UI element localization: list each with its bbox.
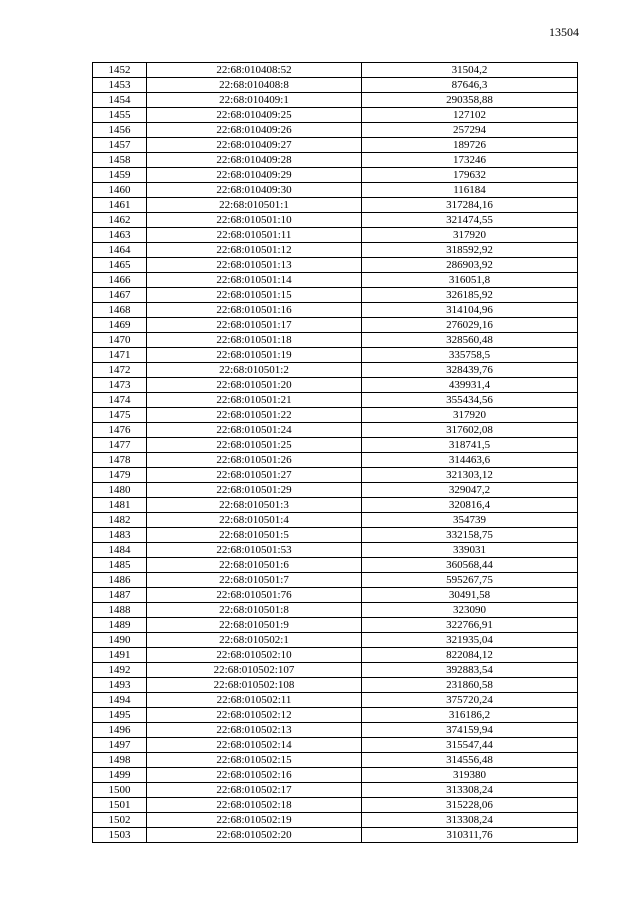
table-row [93, 198, 578, 213]
row-number-cell: 1483 [93, 528, 147, 543]
row-number-cell: 1489 [93, 618, 147, 633]
table-row [93, 438, 578, 453]
cadastral-number-cell: 22:68:010501:6 [147, 558, 362, 573]
cadastral-number-cell: 22:68:010408:52 [147, 63, 362, 78]
table-row [93, 393, 578, 408]
row-number-cell: 1496 [93, 723, 147, 738]
table-row [93, 603, 578, 618]
cadastral-number-cell: 22:68:010502:11 [147, 693, 362, 708]
row-number-cell: 1454 [93, 93, 147, 108]
cadastral-number-cell: 22:68:010501:22 [147, 408, 362, 423]
cadastral-number-cell: 22:68:010502:17 [147, 783, 362, 798]
cadastral-number-cell: 22:68:010501:13 [147, 258, 362, 273]
row-number-cell: 1452 [93, 63, 147, 78]
table-row [93, 573, 578, 588]
table-row [93, 453, 578, 468]
row-number-cell: 1485 [93, 558, 147, 573]
cadastral-number-cell: 22:68:010501:27 [147, 468, 362, 483]
row-number-cell: 1472 [93, 363, 147, 378]
value-cell: 31504,2 [362, 63, 578, 78]
cadastral-number-cell: 22:68:010502:12 [147, 708, 362, 723]
cadastral-number-cell: 22:68:010501:25 [147, 438, 362, 453]
value-cell: 310311,76 [362, 828, 578, 843]
value-cell: 116184 [362, 183, 578, 198]
table-row [93, 348, 578, 363]
cadastral-number-cell: 22:68:010501:3 [147, 498, 362, 513]
cadastral-number-cell: 22:68:010501:24 [147, 423, 362, 438]
table-row [93, 273, 578, 288]
row-number-cell: 1461 [93, 198, 147, 213]
table-row [93, 138, 578, 153]
row-number-cell: 1463 [93, 228, 147, 243]
table-row [93, 153, 578, 168]
row-number-cell: 1488 [93, 603, 147, 618]
row-number-cell: 1486 [93, 573, 147, 588]
row-number-cell: 1503 [93, 828, 147, 843]
row-number-cell: 1491 [93, 648, 147, 663]
row-number-cell: 1495 [93, 708, 147, 723]
table-row [93, 483, 578, 498]
cadastral-number-cell: 22:68:010501:2 [147, 363, 362, 378]
cadastral-number-cell: 22:68:010502:20 [147, 828, 362, 843]
value-cell: 317920 [362, 228, 578, 243]
cadastral-number-cell: 22:68:010501:19 [147, 348, 362, 363]
table-row [93, 363, 578, 378]
row-number-cell: 1459 [93, 168, 147, 183]
value-cell: 375720,24 [362, 693, 578, 708]
table-row [93, 183, 578, 198]
cadastral-number-cell: 22:68:010501:14 [147, 273, 362, 288]
row-number-cell: 1466 [93, 273, 147, 288]
value-cell: 329047,2 [362, 483, 578, 498]
value-cell: 314463,6 [362, 453, 578, 468]
value-cell: 355434,56 [362, 393, 578, 408]
cadastral-number-cell: 22:68:010409:28 [147, 153, 362, 168]
value-cell: 321303,12 [362, 468, 578, 483]
row-number-cell: 1493 [93, 678, 147, 693]
row-number-cell: 1487 [93, 588, 147, 603]
table-row [93, 708, 578, 723]
cadastral-number-cell: 22:68:010501:21 [147, 393, 362, 408]
value-cell: 328439,76 [362, 363, 578, 378]
cadastral-number-cell: 22:68:010409:26 [147, 123, 362, 138]
cadastral-number-cell: 22:68:010409:29 [147, 168, 362, 183]
value-cell: 332158,75 [362, 528, 578, 543]
row-number-cell: 1497 [93, 738, 147, 753]
row-number-cell: 1502 [93, 813, 147, 828]
table-row [93, 738, 578, 753]
table-body [93, 63, 578, 843]
cadastral-number-cell: 22:68:010502:15 [147, 753, 362, 768]
row-number-cell: 1481 [93, 498, 147, 513]
page-number: 13504 [549, 25, 579, 39]
table-row [93, 588, 578, 603]
cadastral-number-cell: 22:68:010502:14 [147, 738, 362, 753]
value-cell: 314104,96 [362, 303, 578, 318]
value-cell: 317920 [362, 408, 578, 423]
table-row [93, 108, 578, 123]
cadastral-number-cell: 22:68:010409:27 [147, 138, 362, 153]
table-row [93, 813, 578, 828]
value-cell: 318741,5 [362, 438, 578, 453]
row-number-cell: 1471 [93, 348, 147, 363]
cadastral-number-cell: 22:68:010502:107 [147, 663, 362, 678]
cadastral-number-cell: 22:68:010501:53 [147, 543, 362, 558]
cadastral-number-cell: 22:68:010502:19 [147, 813, 362, 828]
value-cell: 328560,48 [362, 333, 578, 348]
cadastral-number-cell: 22:68:010409:1 [147, 93, 362, 108]
cadastral-number-cell: 22:68:010501:9 [147, 618, 362, 633]
value-cell: 374159,94 [362, 723, 578, 738]
table-row [93, 543, 578, 558]
table-row [93, 168, 578, 183]
value-cell: 318592,92 [362, 243, 578, 258]
value-cell: 314556,48 [362, 753, 578, 768]
row-number-cell: 1482 [93, 513, 147, 528]
cadastral-number-cell: 22:68:010502:108 [147, 678, 362, 693]
table-row [93, 333, 578, 348]
cadastral-number-cell: 22:68:010502:10 [147, 648, 362, 663]
cadastral-number-cell: 22:68:010409:25 [147, 108, 362, 123]
row-number-cell: 1500 [93, 783, 147, 798]
value-cell: 87646,3 [362, 78, 578, 93]
row-number-cell: 1467 [93, 288, 147, 303]
cadastral-number-cell: 22:68:010501:11 [147, 228, 362, 243]
row-number-cell: 1492 [93, 663, 147, 678]
value-cell: 313308,24 [362, 783, 578, 798]
row-number-cell: 1470 [93, 333, 147, 348]
value-cell: 315228,06 [362, 798, 578, 813]
value-cell: 339031 [362, 543, 578, 558]
row-number-cell: 1480 [93, 483, 147, 498]
table-row [93, 318, 578, 333]
value-cell: 30491,58 [362, 588, 578, 603]
table-row [93, 528, 578, 543]
value-cell: 286903,92 [362, 258, 578, 273]
table-row [93, 558, 578, 573]
table-row [93, 408, 578, 423]
value-cell: 392883,54 [362, 663, 578, 678]
row-number-cell: 1494 [93, 693, 147, 708]
value-cell: 317602,08 [362, 423, 578, 438]
value-cell: 127102 [362, 108, 578, 123]
cadastral-number-cell: 22:68:010501:8 [147, 603, 362, 618]
value-cell: 315547,44 [362, 738, 578, 753]
value-cell: 321474,55 [362, 213, 578, 228]
value-cell: 822084,12 [362, 648, 578, 663]
value-cell: 179632 [362, 168, 578, 183]
value-cell: 316051,8 [362, 273, 578, 288]
table-row [93, 123, 578, 138]
cadastral-number-cell: 22:68:010501:17 [147, 318, 362, 333]
cadastral-number-cell: 22:68:010502:18 [147, 798, 362, 813]
value-cell: 322766,91 [362, 618, 578, 633]
cadastral-number-cell: 22:68:010501:16 [147, 303, 362, 318]
row-number-cell: 1458 [93, 153, 147, 168]
table-row [93, 753, 578, 768]
row-number-cell: 1474 [93, 393, 147, 408]
table-row [93, 693, 578, 708]
table-row [93, 633, 578, 648]
value-cell: 231860,58 [362, 678, 578, 693]
value-cell: 313308,24 [362, 813, 578, 828]
cadastral-number-cell: 22:68:010502:1 [147, 633, 362, 648]
value-cell: 323090 [362, 603, 578, 618]
table-row [93, 798, 578, 813]
value-cell: 316186,2 [362, 708, 578, 723]
table-row [93, 468, 578, 483]
table-row [93, 648, 578, 663]
cadastral-number-cell: 22:68:010409:30 [147, 183, 362, 198]
cadastral-number-cell: 22:68:010501:20 [147, 378, 362, 393]
cadastral-number-cell: 22:68:010502:16 [147, 768, 362, 783]
table-row [93, 243, 578, 258]
cadastral-number-cell: 22:68:010501:12 [147, 243, 362, 258]
table-row [93, 513, 578, 528]
value-cell: 257294 [362, 123, 578, 138]
row-number-cell: 1476 [93, 423, 147, 438]
row-number-cell: 1473 [93, 378, 147, 393]
value-cell: 317284,16 [362, 198, 578, 213]
table-row [93, 303, 578, 318]
row-number-cell: 1465 [93, 258, 147, 273]
value-cell: 335758,5 [362, 348, 578, 363]
table-row [93, 768, 578, 783]
value-cell: 290358,88 [362, 93, 578, 108]
table-row [93, 828, 578, 843]
cadastral-number-cell: 22:68:010501:29 [147, 483, 362, 498]
table-row [93, 783, 578, 798]
table-row [93, 618, 578, 633]
value-cell: 326185,92 [362, 288, 578, 303]
row-number-cell: 1453 [93, 78, 147, 93]
table-row [93, 78, 578, 93]
table-row [93, 498, 578, 513]
value-cell: 439931,4 [362, 378, 578, 393]
value-cell: 360568,44 [362, 558, 578, 573]
row-number-cell: 1478 [93, 453, 147, 468]
row-number-cell: 1457 [93, 138, 147, 153]
cadastral-number-cell: 22:68:010501:26 [147, 453, 362, 468]
table-row [93, 423, 578, 438]
table-row [93, 678, 578, 693]
table-row [93, 663, 578, 678]
cadastral-number-cell: 22:68:010502:13 [147, 723, 362, 738]
row-number-cell: 1490 [93, 633, 147, 648]
row-number-cell: 1501 [93, 798, 147, 813]
cadastral-number-cell: 22:68:010501:15 [147, 288, 362, 303]
value-cell: 319380 [362, 768, 578, 783]
row-number-cell: 1456 [93, 123, 147, 138]
row-number-cell: 1464 [93, 243, 147, 258]
table-row [93, 63, 578, 78]
value-cell: 354739 [362, 513, 578, 528]
cadastral-number-cell: 22:68:010501:4 [147, 513, 362, 528]
row-number-cell: 1455 [93, 108, 147, 123]
row-number-cell: 1460 [93, 183, 147, 198]
cadastral-number-cell: 22:68:010501:7 [147, 573, 362, 588]
table-row [93, 258, 578, 273]
table-row [93, 213, 578, 228]
table-row [93, 378, 578, 393]
row-number-cell: 1462 [93, 213, 147, 228]
value-cell: 595267,75 [362, 573, 578, 588]
cadastral-number-cell: 22:68:010501:76 [147, 588, 362, 603]
cadastral-number-cell: 22:68:010501:1 [147, 198, 362, 213]
value-cell: 276029,16 [362, 318, 578, 333]
cadastral-number-cell: 22:68:010501:10 [147, 213, 362, 228]
row-number-cell: 1477 [93, 438, 147, 453]
value-cell: 320816,4 [362, 498, 578, 513]
row-number-cell: 1498 [93, 753, 147, 768]
row-number-cell: 1499 [93, 768, 147, 783]
cadastral-number-cell: 22:68:010501:5 [147, 528, 362, 543]
row-number-cell: 1468 [93, 303, 147, 318]
cadastral-value-table [92, 62, 578, 843]
row-number-cell: 1475 [93, 408, 147, 423]
cadastral-number-cell: 22:68:010501:18 [147, 333, 362, 348]
table-row [93, 228, 578, 243]
cadastral-number-cell: 22:68:010408:8 [147, 78, 362, 93]
row-number-cell: 1479 [93, 468, 147, 483]
table-row [93, 723, 578, 738]
value-cell: 189726 [362, 138, 578, 153]
value-cell: 321935,04 [362, 633, 578, 648]
row-number-cell: 1484 [93, 543, 147, 558]
row-number-cell: 1469 [93, 318, 147, 333]
table-row [93, 288, 578, 303]
value-cell: 173246 [362, 153, 578, 168]
table-row [93, 93, 578, 108]
